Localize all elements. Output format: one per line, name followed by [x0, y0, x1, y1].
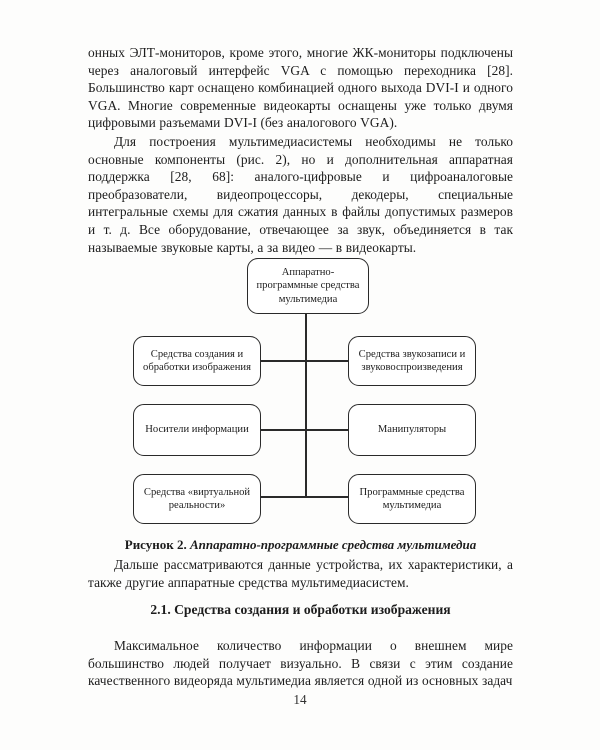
paragraph-block-1 [88, 44, 513, 132]
connector-horizontal-row-2 [259, 429, 350, 431]
figure-caption-text: Аппаратно-программные средства мультимедиа [186, 537, 477, 552]
diagram-node-audio-tools [348, 336, 476, 386]
diagram-node-root [247, 258, 369, 314]
section-heading: 2.1. Средства создания и обработки изображения [150, 602, 451, 617]
diagram-node-virtual-reality [133, 474, 261, 524]
diagram-node-software-tools-label: Программные средства мультимедиа [359, 486, 465, 511]
paragraph-block-4 [88, 637, 513, 690]
diagram-node-storage-media-label: Носители информации [145, 424, 249, 436]
connector-vertical-trunk [305, 314, 307, 496]
figure-caption-number: Рисунок 2. [124, 537, 187, 552]
diagram-node-image-tools-label: Средства создания и обработки изображения [143, 348, 251, 373]
diagram-node-manipulators-label: Манипуляторы [377, 424, 447, 436]
diagram-node-virtual-reality-label: Средства «виртуальной реальности» [143, 486, 251, 511]
diagram-node-root-label: Аппаратно-программные средства мультимедиа [256, 266, 360, 305]
diagram-node-audio-tools-label: Средства звукозаписи и звуковоспроизведения [358, 348, 466, 373]
page-number: 14 [293, 692, 307, 707]
paragraph-4: Максимальное количество информации о внешнем мире большинство людей получает визуально. В связи с этим создание качественного видеоряда мультимедиа является одной из основных задач [88, 638, 513, 689]
paragraph-block-2 [88, 133, 513, 256]
diagram-node-storage-media [133, 404, 261, 456]
paragraph-1: онных ЭЛТ-мониторов, кроме этого, многие ЖК-мониторы подключены через аналоговый интерфейс VGA с помощью переходника [28]. Большинство карт оснащено комбинацией одного выхода DVI-I и одного VGA. Многие современные видеокарты оснащены уже только двумя цифровыми разъемами DVI-I (без аналогового VGA). [88, 45, 513, 131]
figure-caption [88, 536, 513, 553]
paragraph-2: Для построения мультимедиасистемы необходимы не только основные компоненты (рис. 2), но и дополнительная аппаратная поддержка [28, 68]: аналого-цифровые и цифроаналоговые преобразователи, видеопроцессоры, декодеры, специальные интегральные схемы для сжатия данных в файлы допустимых размеров и т. д. Все оборудование, отвечающее за звук, объединяется в так называемые звуковые карты, а за видео — в видеокарты. [88, 134, 513, 255]
paragraph-3: Дальше рассматриваются данные устройства, их характеристики, а также другие аппаратные средства мультимедиасистем. [88, 557, 513, 590]
connector-horizontal-row-1 [259, 360, 350, 362]
diagram-node-image-tools [133, 336, 261, 386]
figure-diagram [0, 252, 600, 524]
diagram-node-manipulators [348, 404, 476, 456]
paragraph-block-3 [88, 556, 513, 591]
diagram-node-software-tools [348, 474, 476, 524]
connector-horizontal-row-3 [259, 496, 350, 498]
